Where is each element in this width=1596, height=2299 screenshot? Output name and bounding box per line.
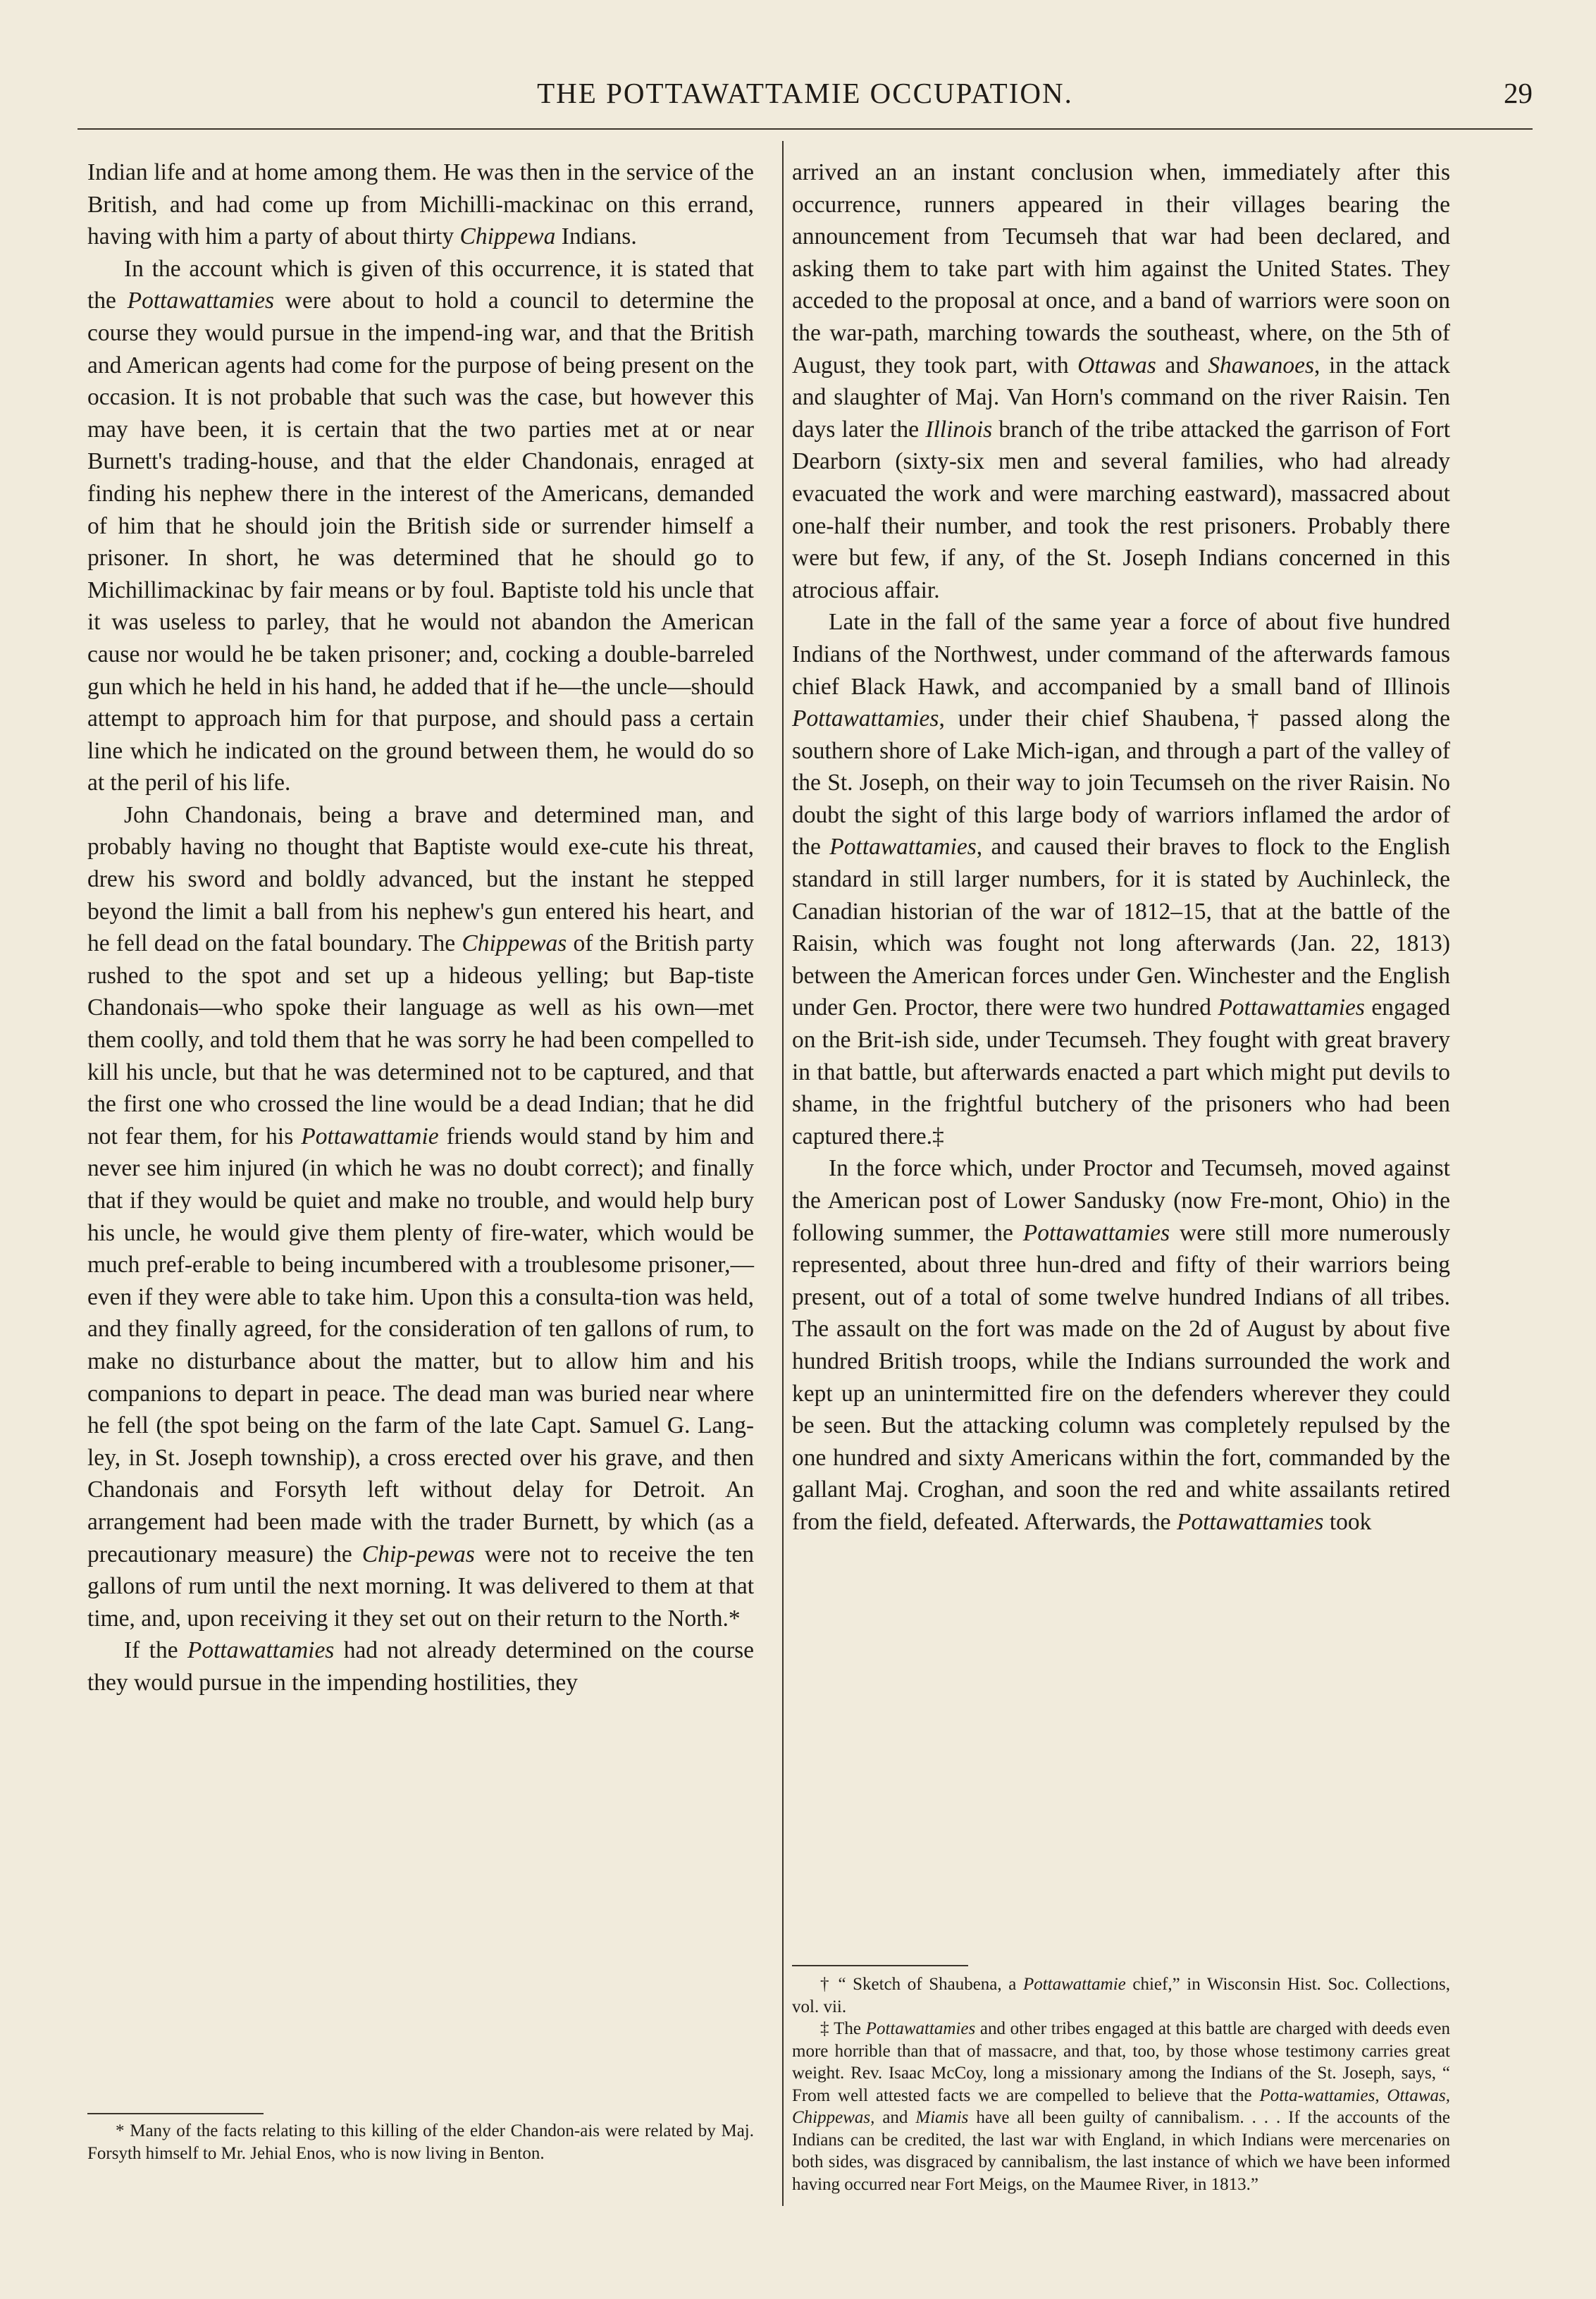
paragraph: Indian life and at home among them. He was then in the service of the British, and had come up from Michilli-mackinac on this errand, having with him a party of about thirty Chippewa Indians. <box>87 159 754 250</box>
left-column <box>87 156 754 1699</box>
paragraph: If the Pottawattamies had not already determined on the course they would pursue in the impending hostilities, they <box>87 1637 754 1696</box>
left-footnote: * Many of the facts relating to this killing of the elder Chandon-ais were related by Maj. Forsyth himself to Mr. Jehial Enos, who is now living in Benton. <box>87 2121 754 2163</box>
column-divider <box>782 141 784 2206</box>
paragraph: Late in the fall of the same year a force of about five hundred Indians of the Northwest, under command of the afterwards famous chief Black Hawk, and accompanied by a small band of Illinois Pottawattamies, under their chief Shaubena,† passed along the southern shore of Lake Mich-igan, and through a part of the valley of the St. Joseph, on their way to join Tecumseh on the river Raisin. No doubt the sight of this large body of warriors inflamed the ardor of the Pottawattamies, and caused their braves to flock to the English standard in still larger numbers, for it is stated by Auchinleck, the Canadian historian of the war of 1812–15, that at the battle of the Raisin, which was fought not long afterwards (Jan. 22, 1813) between the American forces under Gen. Winchester and the English under Gen. Proctor, there were two hundred Pottawattamies engaged on the Brit-ish side, under Tecumseh. They fought with great bravery in that battle, but afterwards enacted a part which might put devils to shame, in the frightful butchery of the prisoners who had been captured there.‡ <box>792 609 1450 1150</box>
paragraph: In the account which is given of this occurrence, it is stated that the Pottawattamies were about to hold a council to determine the course they would pursue in the impend-ing war, and that the British and American agents had come for the purpose of being present on the occasion. It is not probable that such was the case, but however this may have been, it is certain that the two parties met at or near Burnett's trading-house, and that the elder Chandonais, enraged at finding his nephew there in the interest of the Americans, demanded of him that he should join the British side or surrender himself a prisoner. In short, he was determined that he should go to Michillimackinac by fair means or by foul. Baptiste told his uncle that it was useless to parley, that he would not abandon the American cause nor would he be taken prisoner; and, cocking a double-barreled gun which he held in his hand, he added that if he—the uncle—should attempt to approach him for that purpose, and should pass a certain line which he indicated on the ground between them, he would do so at the peril of his life. <box>87 255 754 796</box>
footnote-rule <box>87 2113 264 2114</box>
paragraph: arrived an an instant conclusion when, immediately after this occurrence, runners appeared in their villages bearing the announcement from Tecumseh that war had been declared, and asking them to take part with him against the United States. They acceded to the proposal at once, and a band of warriors were soon on the war-path, marching towards the southeast, where, on the 5th of August, they took part, with Ottawas and Shawanoes, in the attack and slaughter of Maj. Van Horn's command on the river Raisin. Ten days later the Illinois branch of the tribe attacked the garrison of Fort Dearborn (sixty-six men and several families, who had already evacuated the work and were marching eastward), massacred about one-half their number, and took the rest prisoners. Probably there were but few, if any, of the St. Joseph Indians concerned in this atrocious affair. <box>792 159 1450 603</box>
footnote-double-dagger: ‡ The Pottawattamies and other tribes engaged at this battle are charged with deeds even more horrible than that of massacre, and that, too, by those whose testimony carries great weight. Rev. Isaac McCoy, long a missionary among the Indians of the St. Joseph, says, “ From well attested facts we are compelled to believe that the Potta-wattamies, Ottawas, Chippewas, and Miamis have all been guilty of cannibalism. . . . If the accounts of the Indians can be credited, the last war with England, in which Indians were mercenaries on both sides, was disgraced by cannibalism, the last instance of which we have been informed having occurred near Fort Meigs, on the Maumee River, in 1813.” <box>792 2019 1451 2194</box>
footnote-dagger: † “ Sketch of Shaubena, a Pottawattamie chief,” in Wisconsin Hist. Soc. Collections, vol. vii. <box>792 1975 1450 2016</box>
paragraph: John Chandonais, being a brave and determined man, and probably having no thought that Baptiste would exe-cute his threat, drew his sword and boldly advanced, but the instant he stepped beyond the limit a ball from his nephew's gun entered his heart, and he fell dead on the fatal boundary. The Chippewas of the British party rushed to the spot and set up a hideous yelling; but Bap-tiste Chandonais—who spoke their language as well as his own—met them coolly, and told them that he was sorry he had been compelled to kill his uncle, but that he was determined not to be captured, and that the first one who crossed the line would be a dead Indian; that he did not fear them, for his Pottawattamie friends would stand by him and never see him injured (in which he was no doubt correct); and finally that if they would be quiet and make no trouble, and would help bury his uncle, he would give them plenty of fire-water, which would be much pref-erable to being incumbered with a troublesome prisoner,—even if they were able to take him. Upon this a consulta-tion was held, and they finally agreed, for the consideration of ten gallons of rum, to make no disturbance about the matter, but to allow him and his companions to depart in peace. The dead man was buried near where he fell (the spot being on the farm of the late Capt. Samuel G. Lang-ley, in St. Joseph township), a cross erected over his grave, and then Chandonais and Forsyth left without delay for Detroit. An arrangement had been made with the trader Burnett, by which (as a precautionary measure) the Chip-pewas were not to receive the ten gallons of rum until the next morning. It was delivered to them at that time, and, upon receiving it they set out on their return to the North.* <box>87 801 755 1632</box>
header-rule <box>78 128 1533 130</box>
right-column <box>792 156 1450 1539</box>
paragraph: In the force which, under Proctor and Tecumseh, moved against the American post of Lower Sandusky (now Fre-mont, Ohio) in the following summer, the Pottawattamies were still more numerously represented, about three hun-dred and fifty of their warriors being present, out of a total of some twelve hundred Indians of all tribes. The assault on the fort was made on the 2d of August by about five hundred British troops, while the Indians surrounded the work and kept up an unintermitted fire on the defenders wherever they could be seen. But the attacking column was completely repulsed by the one hundred and sixty Americans within the fort, commanded by the gallant Maj. Croghan, and soon the red and white assailants retired from the field, defeated. Afterwards, the Pottawattamies took <box>792 1155 1450 1535</box>
page-header <box>78 76 1533 127</box>
footnote-rule <box>792 1965 968 1966</box>
right-footnotes <box>792 1973 1450 2195</box>
running-head: THE POTTAWATTAMIE OCCUPATION. <box>537 77 1073 109</box>
page-number: 29 <box>1504 77 1533 109</box>
